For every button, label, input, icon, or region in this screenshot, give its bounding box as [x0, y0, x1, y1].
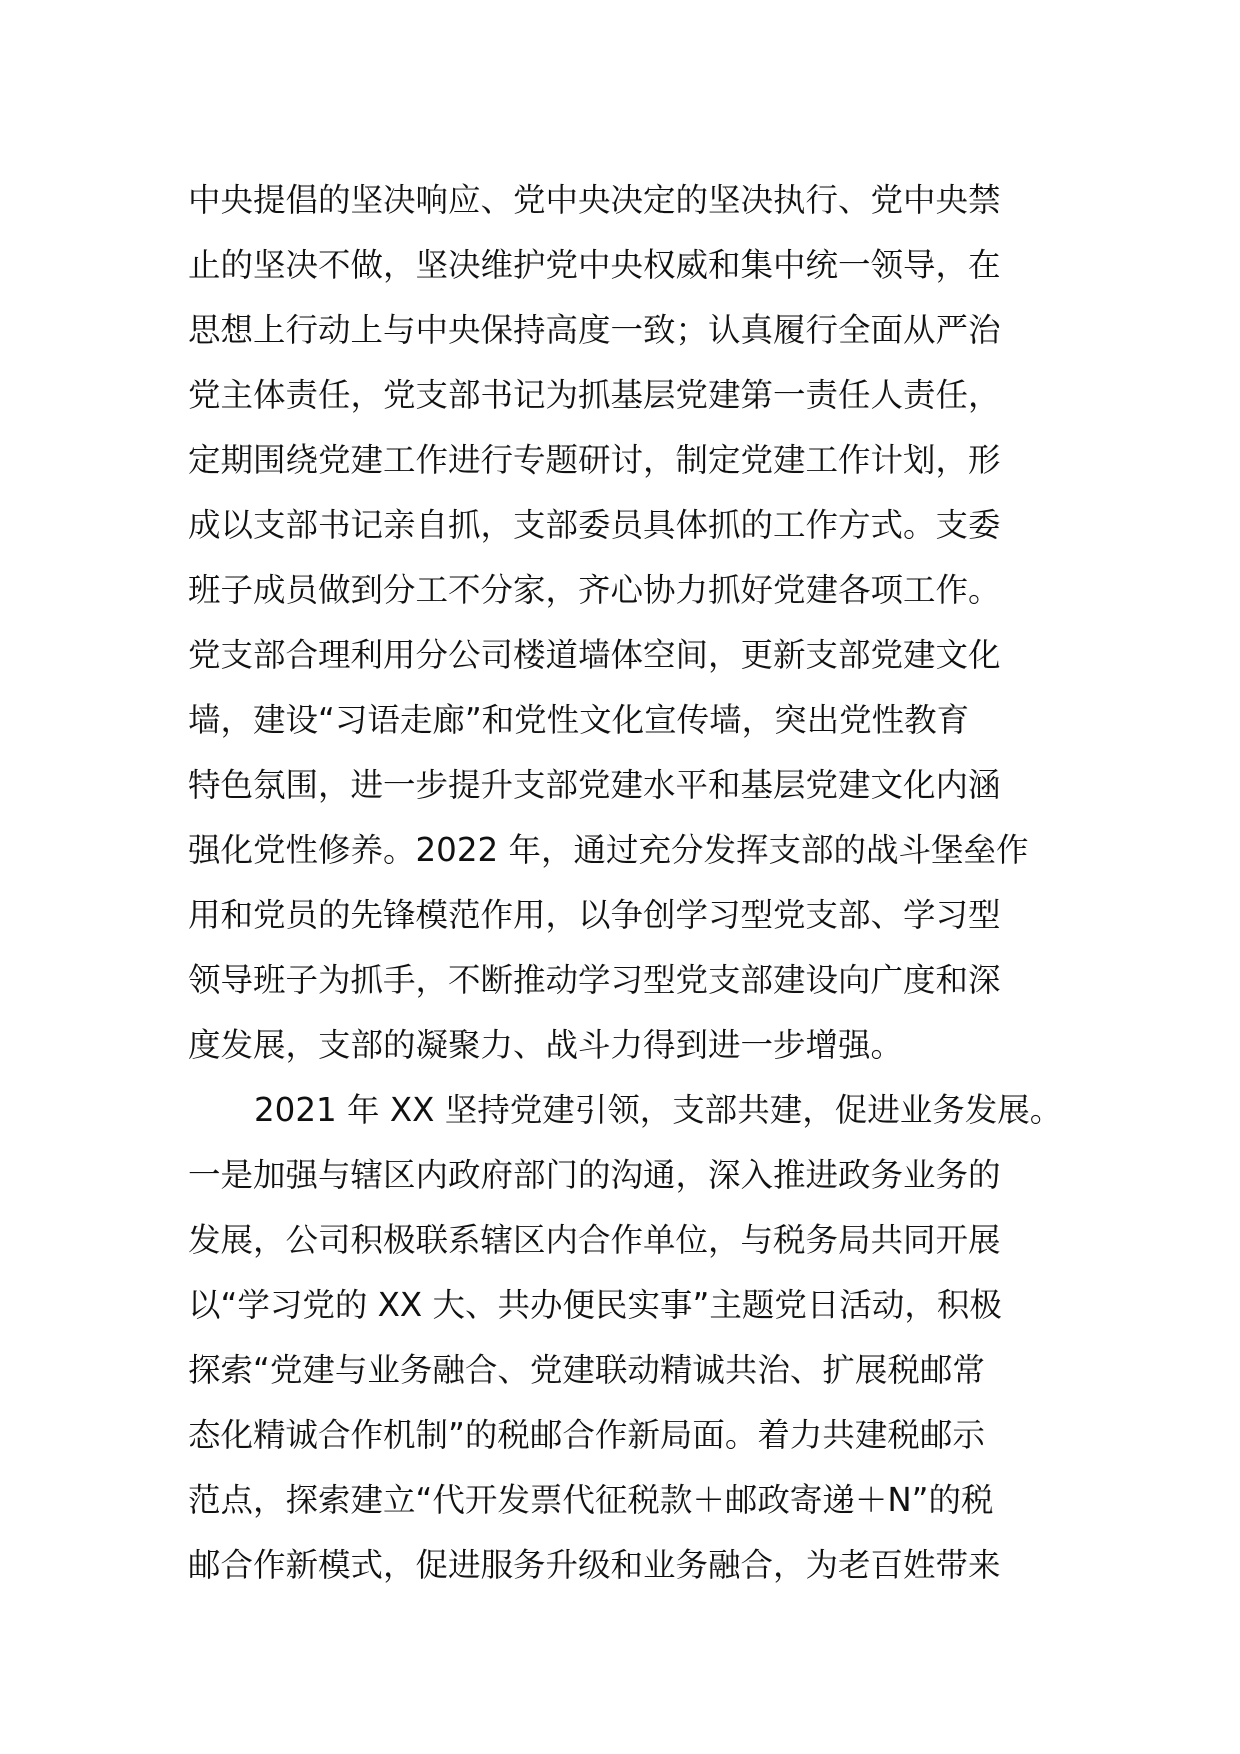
text-line-7: 班子成员做到分工不分家，齐心协力抓好党建各项工作。 [188, 571, 1001, 609]
text-line-8: 党支部合理利用分公司楼道墙体空间，更新支部党建文化 [188, 636, 1001, 674]
text-line-1: 中央提倡的坚决响应、党中央决定的坚决执行、党中央禁 [188, 181, 1001, 219]
text-line-3: 思想上行动上与中央保持高度一致；认真履行全面从严治 [188, 311, 1001, 349]
text-line-20: 态化精诚合作机制”的税邮合作新局面。着力共建税邮示 [188, 1416, 985, 1454]
body-text [188, 168, 1088, 1598]
text-line-21: 范点，探索建立“代开发票代征税款＋邮政寄递＋N”的税 [188, 1481, 994, 1519]
text-line-5: 定期围绕党建工作进行专题研讨，制定党建工作计划，形 [188, 441, 1001, 479]
text-line-17: 发展，公司积极联系辖区内合作单位，与税务局共同开展 [188, 1221, 1001, 1259]
text-line-6: 成以支部书记亲自抓，支部委员具体抓的工作方式。支委 [188, 506, 1001, 544]
text-line-13: 领导班子为抓手，不断推动学习型党支部建设向广度和深 [188, 961, 1001, 999]
text-line-2: 止的坚决不做，坚决维护党中央权威和集中统一领导，在 [188, 246, 1001, 284]
text-line-11: 强化党性修养。2022 年，通过充分发挥支部的战斗堡垒作 [188, 831, 1029, 869]
text-line-18: 以“学习党的 XX 大、共办便民实事”主题党日活动，积极 [188, 1286, 1002, 1324]
text-line-9: 墙，建设“习语走廊”和党性文化宣传墙，突出党性教育 [188, 701, 970, 739]
text-line-4: 党主体责任，党支部书记为抓基层党建第一责任人责任， [188, 376, 1001, 414]
paragraph-2-first-line: 2021 年 XX 坚持党建引领，支部共建，促进业务发展。 [254, 1091, 1063, 1129]
text-line-12: 用和党员的先锋模范作用，以争创学习型党支部、学习型 [188, 896, 1001, 934]
text-line-22: 邮合作新模式，促进服务升级和业务融合，为老百姓带来 [188, 1546, 1001, 1584]
text-line-10: 特色氛围，进一步提升支部党建水平和基层党建文化内涵 [188, 766, 1001, 804]
text-line-19: 探索“党建与业务融合、党建联动精诚共治、扩展税邮常 [188, 1351, 985, 1389]
text-line-16: 一是加强与辖区内政府部门的沟通，深入推进政务业务的 [188, 1156, 1001, 1194]
text-line-14: 度发展，支部的凝聚力、战斗力得到进一步增强。 [188, 1026, 904, 1064]
